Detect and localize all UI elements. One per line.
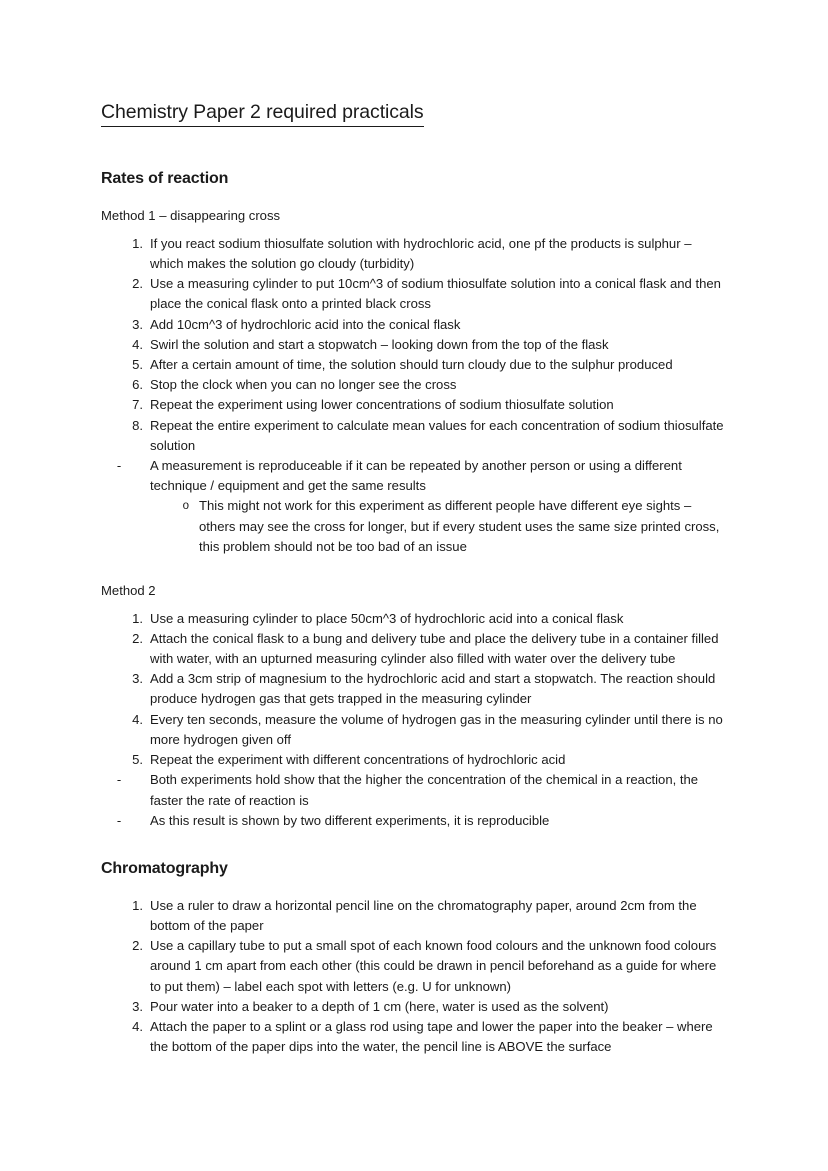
list-item-text: A measurement is reproduceable if it can be repeated by another person or using a different technique / equipment and get the same results xyxy=(150,458,682,494)
list-item xyxy=(101,315,725,335)
list-marker: 5. xyxy=(132,752,143,768)
list-item xyxy=(101,335,725,355)
list-marker: o xyxy=(182,500,189,513)
list-item-text: Use a capillary tube to put a small spot of each known food colours and the unknown food colours around 1 cm apart from each other (this could be drawn in pencil beforehand as a guide for where to put them) – label each spot with letters (e.g. U for unknown) xyxy=(150,938,717,994)
list-marker: 7. xyxy=(132,397,143,413)
list-marker: 4. xyxy=(132,1018,143,1034)
list-item xyxy=(101,274,725,314)
list-marker: - xyxy=(116,458,122,474)
list-item-text: Repeat the experiment using lower concentrations of sodium thiosulfate solution xyxy=(150,397,614,413)
section-heading: Rates of reaction xyxy=(101,170,229,188)
list-item-text: Attach the paper to a splint or a glass rod using tape and lower the paper into the beaker – where the bottom of the paper dips into the water, the pencil line is ABOVE the surface xyxy=(150,1018,713,1055)
list-marker: 1. xyxy=(132,610,143,626)
list-item xyxy=(101,896,725,936)
list-item-text: Repeat the experiment with different concentrations of hydrochloric acid xyxy=(150,752,566,768)
list-item-text: Pour water into a beaker to a depth of 1 cm (here, water is used as the solvent) xyxy=(150,998,609,1014)
instruction-list xyxy=(101,896,725,1058)
list-item-text: Attach the conical flask to a bung and delivery tube and place the delivery tube in a container filled with water, with an upturned measuring cylinder also filled with water over the delivery tube xyxy=(150,630,719,667)
list-item xyxy=(101,375,725,395)
method-label: Method 1 – disappearing cross xyxy=(101,208,281,224)
list-item xyxy=(101,609,725,629)
instruction-list xyxy=(101,609,725,831)
method-label: Method 2 xyxy=(101,583,156,599)
list-item-text: After a certain amount of time, the solution should turn cloudy due to the sulphur produced xyxy=(150,357,673,372)
list-item xyxy=(101,669,725,709)
list-marker: 3. xyxy=(132,316,143,332)
document-content xyxy=(101,100,725,1057)
list-marker: 4. xyxy=(132,711,143,727)
list-item xyxy=(101,355,725,375)
list-item xyxy=(101,234,725,274)
list-marker: 2. xyxy=(132,276,143,292)
sections-root xyxy=(101,169,725,1057)
list-item xyxy=(101,496,725,557)
title-container xyxy=(101,100,725,149)
list-marker: 2. xyxy=(132,630,143,646)
list-item xyxy=(101,750,725,770)
list-item xyxy=(101,456,725,496)
list-marker: 8. xyxy=(132,417,143,433)
list-marker: - xyxy=(116,812,122,828)
list-item xyxy=(101,395,725,415)
list-item-text: Add 10cm^3 of hydrochloric acid into the conical flask xyxy=(150,316,461,332)
list-marker: 4. xyxy=(132,336,143,352)
list-marker: 5. xyxy=(132,357,143,372)
section-heading: Chromatography xyxy=(101,859,228,877)
page-title: Chemistry Paper 2 required practicals xyxy=(101,100,424,127)
list-item-text: Add a 3cm strip of magnesium to the hydrochloric acid and start a stopwatch. The reaction should produce hydrogen gas that gets trapped in the measuring cylinder xyxy=(150,671,716,707)
list-item-text: Use a measuring cylinder to put 10cm^3 of sodium thiosulfate solution into a conical flask and then place the conical flask onto a printed black cross xyxy=(150,276,721,312)
list-marker: 3. xyxy=(132,671,143,687)
list-item-text: Repeat the entire experiment to calculate mean values for each concentration of sodium thiosulfate solution xyxy=(150,417,724,453)
list-item-text: Use a ruler to draw a horizontal pencil line on the chromatography paper, around 2cm from the bottom of the paper xyxy=(150,897,697,933)
list-item-text: Both experiments hold show that the higher the concentration of the chemical in a reaction, the faster the rate of reaction is xyxy=(150,772,699,808)
list-item xyxy=(101,629,725,669)
list-item xyxy=(101,811,725,831)
list-item-text: Swirl the solution and start a stopwatch – looking down from the top of the flask xyxy=(150,336,609,352)
list-item xyxy=(101,1017,725,1057)
instruction-list xyxy=(101,234,725,557)
list-item xyxy=(101,997,725,1017)
list-marker: 6. xyxy=(132,377,143,393)
list-item xyxy=(101,710,725,750)
list-item-text: Every ten seconds, measure the volume of hydrogen gas in the measuring cylinder until there is no more hydrogen given off xyxy=(150,711,723,747)
list-item-text: This might not work for this experiment as different people have different eye sights – others may see the cross for longer, but if every student uses the same size printed cross, this problem should not be too bad of an issue xyxy=(199,498,720,554)
list-item xyxy=(101,770,725,810)
list-item-text: If you react sodium thiosulfate solution with hydrochloric acid, one pf the products is sulphur – which makes the solution go cloudy (turbidity) xyxy=(150,235,692,271)
list-marker: - xyxy=(116,772,122,788)
list-item-text: Use a measuring cylinder to place 50cm^3 of hydrochloric acid into a conical flask xyxy=(150,610,624,626)
list-marker: 1. xyxy=(132,235,143,251)
list-marker: 1. xyxy=(132,897,143,913)
list-item-text: Stop the clock when you can no longer see the cross xyxy=(150,377,457,393)
list-item-text: As this result is shown by two different experiments, it is reproducible xyxy=(150,812,550,828)
list-item xyxy=(101,416,725,456)
instruction-sublist xyxy=(101,496,725,557)
list-marker: 3. xyxy=(132,998,143,1014)
list-marker: 2. xyxy=(132,938,143,954)
list-item xyxy=(101,936,725,997)
